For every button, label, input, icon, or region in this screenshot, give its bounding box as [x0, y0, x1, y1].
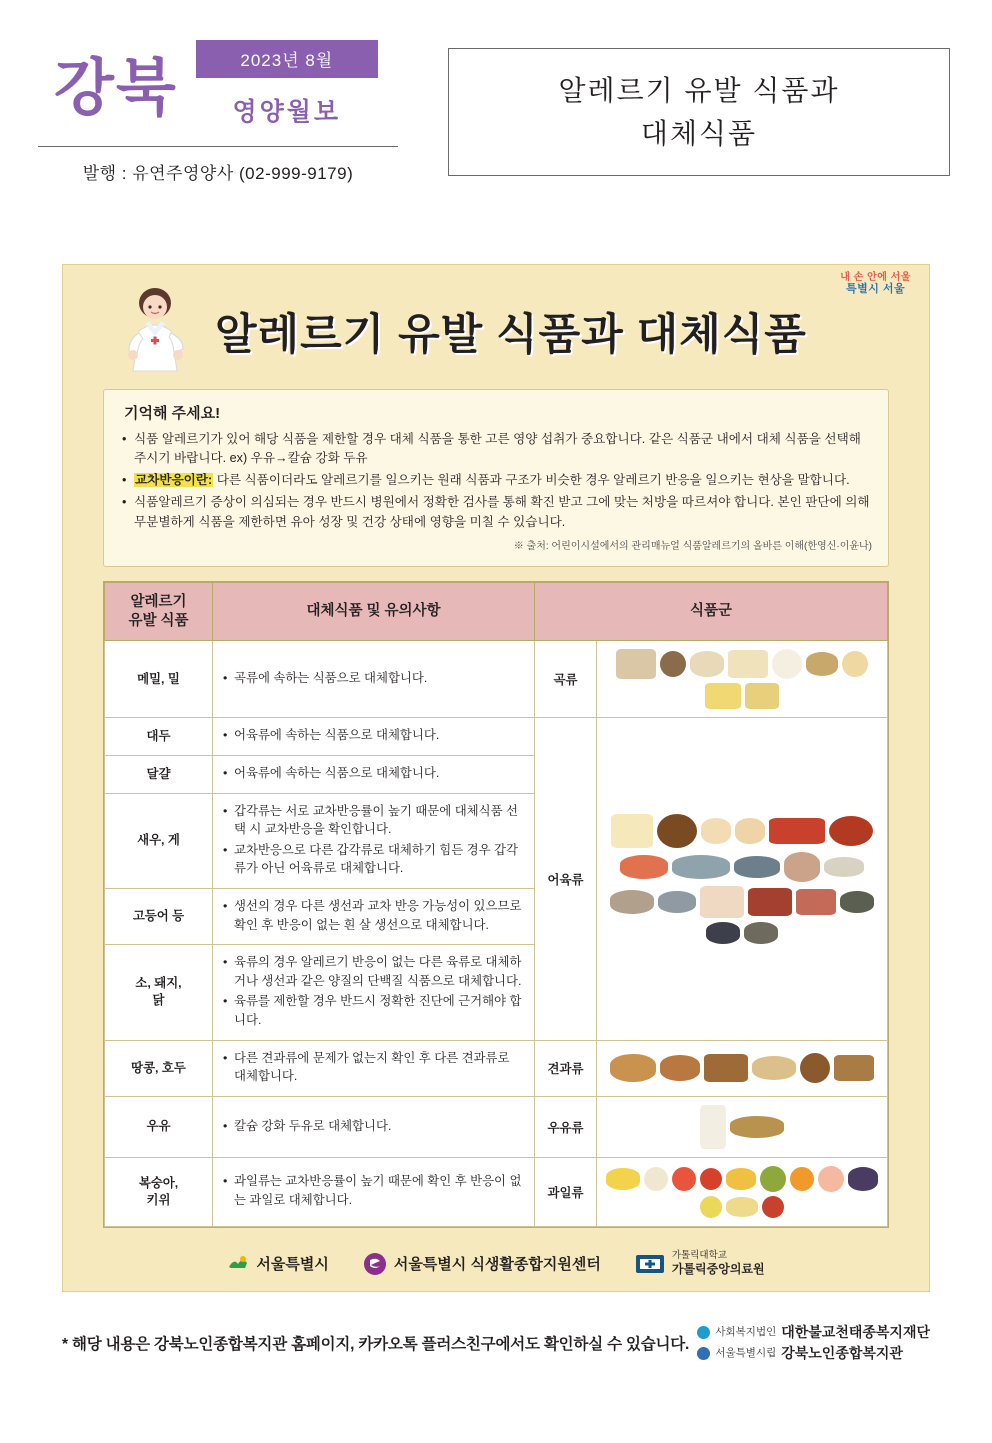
substitute-note: • 육류의 경우 알레르기 반응이 없는 다른 육류로 대체하거나 생선과 같은 양질의 단백질 식품으로 대체합니다.: [223, 953, 524, 990]
cheontae-logo-icon: [697, 1326, 710, 1339]
catholic-medical-logo-icon: [635, 1252, 665, 1276]
substitute-note: • 육류를 제한할 경우 반드시 정확한 진단에 근거해야 합니다.: [223, 992, 524, 1029]
substitute-cell: [213, 1157, 535, 1226]
cross-reaction-highlight: 교차반응이란:: [135, 473, 213, 488]
allergen-cell: [105, 945, 213, 1040]
bottom-logo-row-2: [697, 1343, 930, 1364]
food-photo-soybeans: [730, 1116, 784, 1138]
food-photo-egg: [701, 818, 731, 844]
notice-item-2-text: 다른 식품이더라도 알레르기를 일으키는 원래 식품과 구조가 비슷한 경우 알레르기 반응을 일으키는 현상을 말합니다.: [216, 473, 850, 488]
food-photo-ricebowl: [772, 649, 802, 679]
food-photo-pasta: [745, 683, 779, 709]
table-row: [105, 1157, 888, 1226]
gangbuk-center-name: 강북노인종합복지관: [781, 1345, 903, 1361]
substitute-cell: [213, 889, 535, 945]
logo-food-center-label: 서울특별시 식생활종합지원센터: [393, 1256, 601, 1274]
allergen-cell: [105, 1157, 213, 1226]
food-photo-mango: [726, 1168, 756, 1190]
allergen-cell: 새우, 게: [105, 793, 213, 888]
substitute-cell: [213, 793, 535, 888]
logo-catholic-univ-label: 가톨릭대학교: [671, 1250, 727, 1262]
food-photo-tofu: [611, 814, 653, 848]
notice-item-1: • 식품 알레르기가 있어 해당 식품을 제한할 경우 대체 식품을 통한 고른 영양 섭취가 중요합니다. 같은 식품군 내에서 대체 식품을 선택해 주시기 바랍니다. ex) 우유→칼슘 강화 두유: [120, 430, 872, 468]
allergen-cell: 메밀, 밀: [105, 641, 213, 718]
food-photo-mixed-nuts: [704, 1054, 748, 1082]
substitute-cell: [213, 945, 535, 1040]
page-header: [38, 40, 954, 200]
poster-footer-logos: [63, 1250, 929, 1277]
food-photo-oyster: [744, 922, 778, 944]
food-photo-crab: [829, 816, 873, 846]
food-photo-cashew: [610, 1054, 656, 1082]
notice-item-3: • 식품알레르기 증상이 의심되는 경우 반드시 병원에서 정확한 검사를 통해 확진 받고 그에 맞는 처방을 따르셔야 합니다. 본인 판단에 의해 무분별하게 식품을 제한하면 유아 성장 및 건강 상태에 영향을 미칠 수 있습니다.: [120, 493, 872, 531]
gangbuk-prefix: 서울특별시립: [715, 1346, 777, 1359]
substitute-note: • 어육류에 속하는 식품으로 대체합니다.: [223, 764, 524, 783]
seoul-mark-line1: 내 손 안에 서울: [840, 272, 911, 283]
allergen-cell: 땅콩, 호두: [105, 1040, 213, 1096]
photo-mosaic: [599, 1101, 885, 1153]
photo-mosaic: [599, 1162, 885, 1222]
logo-catholic-medical-label: 가톨릭중앙의료원: [671, 1262, 765, 1276]
substitute-note: • 다른 견과류에 문제가 없는지 확인 후 다른 견과류로 대체합니다.: [223, 1049, 524, 1086]
food-photo-mussel: [706, 922, 740, 944]
food-photo-clam: [840, 891, 874, 913]
photo-mosaic: [599, 645, 885, 713]
logo-catholic-medical: [635, 1250, 765, 1277]
food-photo-apple: [672, 1167, 696, 1191]
seoul-city-mark: [840, 273, 911, 295]
allergen-cell: 고등어 등: [105, 889, 213, 945]
brand-logo: 강북: [54, 54, 178, 123]
food-photo-kiwi: [760, 1166, 786, 1192]
allergen-table-wrap: [103, 581, 889, 1228]
food-photo-lobster: [769, 818, 825, 844]
publisher-line: 발행 : 유연주영양사 (02-999-9179): [38, 146, 398, 184]
food-photo-pear: [726, 1197, 758, 1217]
seoul-city-logo-icon: [227, 1253, 249, 1275]
food-photo-peach: [818, 1166, 844, 1192]
food-photo-pork: [796, 889, 836, 915]
food-photo-cherry: [700, 1168, 722, 1190]
document-title-box: [448, 48, 950, 176]
foodgroup-cell-nuts: 견과류: [535, 1040, 597, 1096]
substitute-cell: [213, 1096, 535, 1157]
brand-badge: [196, 40, 378, 128]
notice-heading: 기억해 주세요!: [124, 405, 221, 422]
newsletter-title: 영양월보: [232, 98, 342, 126]
photo-mosaic: [599, 810, 885, 948]
foodgroup-cell-grain: 곡류: [535, 641, 597, 718]
foodgroup-photos-grain: [597, 641, 888, 718]
allergen-line1: 소, 돼지,: [135, 976, 182, 991]
food-photo-orange: [790, 1167, 814, 1191]
bottom-note: * 해당 내용은 강북노인종합복지관 홈페이지, 카카오톡 플러스친구에서도 확인하실 수 있습니다.: [62, 1336, 690, 1353]
logo-catholic-medical-labels: [672, 1250, 765, 1277]
seoul-mark-line2: 특별시 서울: [846, 282, 906, 295]
food-photo-buckwheat: [660, 651, 686, 677]
allergen-cell: 우유: [105, 1096, 213, 1157]
brand-row: [38, 40, 428, 128]
notice-list: [120, 430, 872, 532]
food-photo-milk-glass: [700, 1105, 726, 1149]
table-row: [105, 1096, 888, 1157]
foodgroup-cell-dairy: 우유류: [535, 1096, 597, 1157]
poster-head: [63, 293, 929, 379]
food-photo-shrimp: [620, 855, 668, 879]
food-photo-peanut: [752, 1056, 796, 1080]
photo-mosaic: [599, 1049, 885, 1087]
poster: [62, 264, 930, 1292]
poster-title: 알레르기 유발 식품과 대체식품: [215, 311, 807, 359]
cheontae-prefix: 사회복지법인: [715, 1325, 777, 1338]
substitute-cell: [213, 641, 535, 718]
food-photo-peach-cut: [644, 1167, 668, 1191]
substitute-note: • 칼슘 강화 두유로 대체합니다.: [223, 1117, 524, 1136]
foodgroup-cell-fruit: 과일류: [535, 1157, 597, 1226]
document-title-line1: 알레르기 유발 식품과: [558, 74, 840, 106]
food-photo-soybean-bowl: [657, 814, 697, 848]
substitute-note: • 곡류에 속하는 식품으로 대체합니다.: [223, 669, 524, 688]
table-row: [105, 1040, 888, 1096]
issue-date: 2023년 8월: [196, 40, 378, 78]
food-photo-bean: [806, 652, 838, 676]
food-photo-squid: [784, 852, 820, 882]
bottom-logos: [697, 1322, 930, 1364]
foodgroup-photos-dairy: [597, 1096, 888, 1157]
document-title-line2: 대체식품: [640, 118, 758, 149]
notice-item-2: [120, 471, 872, 490]
food-photo-corn: [705, 683, 741, 709]
header-allergen-line1: 알레르기: [130, 593, 187, 610]
foodgroup-cell-meatfish: 어육류: [535, 718, 597, 1040]
logo-food-center: [363, 1252, 601, 1276]
food-photo-chestnut: [800, 1053, 830, 1083]
substitute-note: • 과일류는 교차반응률이 높기 때문에 확인 후 반응이 없는 과일로 대체합니다.: [223, 1172, 524, 1209]
food-photo-flour: [690, 651, 724, 677]
allergen-line2: 닭: [152, 993, 165, 1008]
food-center-logo-icon: [363, 1252, 387, 1276]
logo-seoul-city-label: 서울특별시: [256, 1256, 329, 1274]
food-photo-beef: [748, 888, 792, 916]
food-photo-mackerel: [672, 855, 730, 879]
table-row: [105, 718, 888, 756]
header-foodgroup: 식품군: [535, 582, 888, 641]
allergen-cell: 달걀: [105, 756, 213, 794]
food-photo-flatfish: [610, 890, 654, 914]
seoul-welfare-logo-icon: [697, 1347, 710, 1360]
food-photo-chicken: [700, 886, 744, 918]
food-photo-rice: [616, 649, 656, 679]
bottom-bar: [62, 1322, 930, 1364]
substitute-cell: [213, 756, 535, 794]
food-photo-fish-3: [658, 891, 696, 913]
food-photo-fish-2: [734, 856, 780, 878]
food-photo-anchovy: [824, 857, 864, 877]
substitute-note: • 갑각류는 서로 교차반응률이 높기 때문에 대체식품 선택 시 교차반응을 확인합니다.: [223, 802, 524, 839]
table-row: [105, 641, 888, 718]
logo-seoul-city: [227, 1253, 328, 1275]
foodgroup-photos-nuts: [597, 1040, 888, 1096]
notice-box: [103, 389, 889, 567]
food-photo-banana: [606, 1168, 640, 1190]
food-photo-potato: [842, 651, 868, 677]
food-photo-walnut: [660, 1055, 700, 1081]
substitute-note: • 교차반응으로 다른 갑각류로 대체하기 힘든 경우 갑각류가 아닌 어육류로 대체합니다.: [223, 841, 524, 878]
food-photo-egg-2: [735, 818, 765, 844]
header-allergen: [105, 582, 213, 641]
cheontae-name: 대한불교천태종복지재단: [781, 1324, 930, 1340]
substitute-note: • 어육류에 속하는 식품으로 대체합니다.: [223, 726, 524, 745]
header-substitutes: 대체식품 및 유의사항: [213, 582, 535, 641]
table-header-row: [105, 582, 888, 641]
food-photo-strawberry: [762, 1196, 784, 1218]
food-photo-lemon: [700, 1196, 722, 1218]
foodgroup-photos-fruit: [597, 1157, 888, 1226]
bottom-logo-row-1: [697, 1322, 930, 1343]
food-photo-almond: [834, 1055, 874, 1081]
allergen-cell: 대두: [105, 718, 213, 756]
food-photo-grape: [848, 1167, 878, 1191]
allergen-line2: 키위: [146, 1192, 171, 1207]
food-photo-noodle: [728, 650, 768, 678]
allergen-table: [104, 582, 888, 1227]
doctor-illustration-icon: [111, 283, 199, 379]
substitute-cell: [213, 718, 535, 756]
allergen-line1: 복숭아,: [138, 1175, 179, 1190]
substitute-note: • 생선의 경우 다른 생선과 교차 반응 가능성이 있으므로 확인 후 반응이 없는 흰 살 생선으로 대체합니다.: [223, 897, 524, 934]
header-allergen-line2: 유발 식품: [128, 612, 189, 629]
substitute-cell: [213, 1040, 535, 1096]
notice-source: ※ 출처: 어린이시설에서의 관리매뉴얼 식품알레르기의 올바른 이해(한영신·이윤나): [513, 540, 872, 552]
foodgroup-photos-meatfish: [597, 718, 888, 1040]
brand-block: [38, 40, 428, 184]
